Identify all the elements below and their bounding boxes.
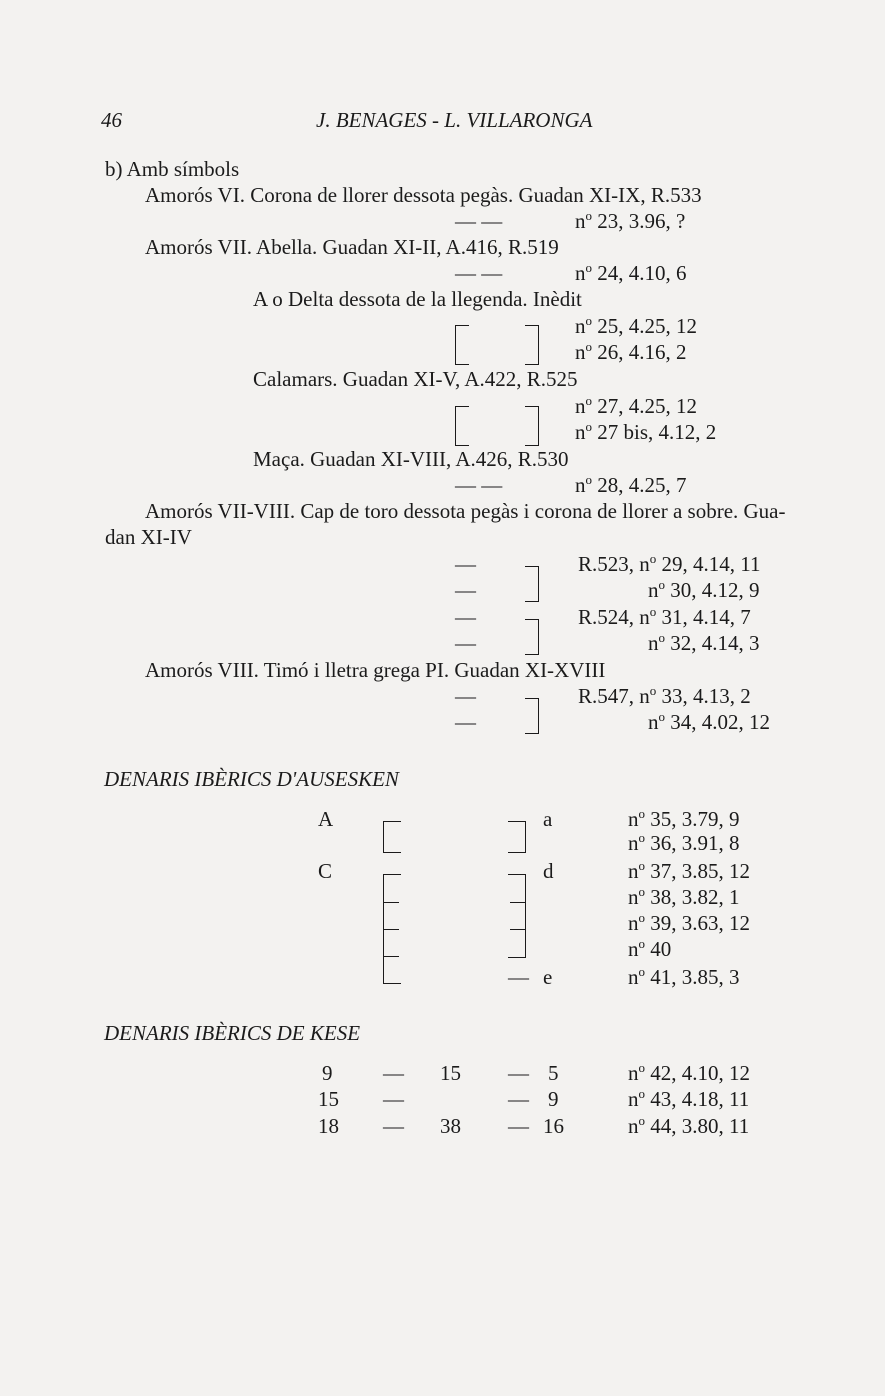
die-number: 15 <box>440 1061 461 1085</box>
dash: — <box>455 631 476 655</box>
type-line: A o Delta dessota de la llegenda. Inèdit <box>253 287 582 311</box>
die-label: C <box>318 859 333 883</box>
dash: — <box>383 1114 404 1138</box>
coin-entry: $n^o$ 43, 4.18, 11 <box>628 1086 750 1111</box>
die-bracket-icon <box>525 345 539 365</box>
type-line-continued: dan XI-IV <box>105 525 192 549</box>
coin-entry: $n^o$ 40 <box>628 936 672 961</box>
die-number: 5 <box>548 1061 559 1085</box>
subsection-title: b) Amb símbols <box>105 157 240 181</box>
die-number: 15 <box>318 1087 339 1111</box>
die-bracket-icon <box>508 874 526 958</box>
die-number: 9 <box>322 1061 333 1085</box>
die-bracket-icon <box>455 426 469 446</box>
dash: — <box>508 1114 529 1138</box>
type-line: Amorós VII-VIII. Cap de toro dessota pegàs i corona de llorer a sobre. Gua- <box>145 499 786 523</box>
coin-entry: $n^o$ 39, 3.63, 12 <box>628 910 750 935</box>
type-line: Amorós VI. Corona de llorer dessota pegàs. Guadan XI-IX, R.533 <box>145 183 702 207</box>
die-bracket-icon <box>525 637 539 655</box>
die-bracket-icon <box>525 325 539 345</box>
die-bracket-icon <box>525 406 539 426</box>
die-number: 16 <box>543 1114 564 1138</box>
coin-entry: $n^o$ 27, 4.25, 12 <box>575 393 697 418</box>
die-bracket-icon <box>525 619 539 637</box>
dash: — <box>508 965 529 989</box>
coin-entry: $n^o$ 34, 4.02, 12 <box>648 709 770 734</box>
die-number: 9 <box>548 1087 559 1111</box>
die-bracket-icon <box>455 345 469 365</box>
die-number: 18 <box>318 1114 339 1138</box>
dash: — <box>383 1061 404 1085</box>
dash: — <box>455 552 476 576</box>
section-heading: DENARIS IBÈRICS D'AUSESKEN <box>104 767 399 791</box>
die-bracket-icon <box>508 821 526 837</box>
dash: — <box>455 605 476 629</box>
dash: — <box>455 710 476 734</box>
die-bracket-icon <box>525 566 539 584</box>
die-number: 38 <box>440 1114 461 1138</box>
dash: — <box>455 684 476 708</box>
coin-entry: R.547, $n^o$ 33, 4.13, 2 <box>578 683 751 708</box>
coin-entry: $n^o$ 44, 3.80, 11 <box>628 1113 750 1138</box>
die-bracket-icon <box>525 698 539 716</box>
coin-entry: R.523, $n^o$ 29, 4.14, 11 <box>578 551 761 576</box>
coin-entry: $n^o$ 25, 4.25, 12 <box>575 313 697 338</box>
die-bracket-icon <box>455 325 469 345</box>
die-bracket-icon <box>383 821 401 837</box>
coin-entry: $n^o$ 35, 3.79, 9 <box>628 806 740 831</box>
coin-entry: $n^o$ 24, 4.10, 6 <box>575 260 687 285</box>
type-line: Amorós VIII. Timó i lletra grega PI. Guadan XI-XVIII <box>145 658 606 682</box>
running-title: J. BENAGES - L. VILLARONGA <box>316 108 593 132</box>
type-line: Maça. Guadan XI-VIII, A.426, R.530 <box>253 447 569 471</box>
coin-entry: $n^o$ 32, 4.14, 3 <box>648 630 760 655</box>
dash-pair: — — <box>455 261 503 285</box>
dash: — <box>455 578 476 602</box>
die-bracket-icon <box>455 406 469 426</box>
dash-pair: — — <box>455 209 503 233</box>
dash: — <box>508 1087 529 1111</box>
die-bracket-icon <box>508 837 526 853</box>
coin-entry: $n^o$ 42, 4.10, 12 <box>628 1060 750 1085</box>
coin-entry: R.524, $n^o$ 31, 4.14, 7 <box>578 604 751 629</box>
coin-entry: $n^o$ 27 bis, 4.12, 2 <box>575 419 717 444</box>
bracket-tick <box>383 929 399 930</box>
coin-entry: $n^o$ 26, 4.16, 2 <box>575 339 687 364</box>
coin-entry: $n^o$ 38, 3.82, 1 <box>628 884 740 909</box>
coin-entry: $n^o$ 37, 3.85, 12 <box>628 858 750 883</box>
bracket-tick <box>510 929 526 930</box>
coin-entry: $n^o$ 30, 4.12, 9 <box>648 577 760 602</box>
bracket-tick <box>383 956 399 957</box>
die-bracket-icon <box>525 426 539 446</box>
page-number: 46 <box>101 108 122 132</box>
die-mark: d <box>543 859 554 883</box>
bracket-tick <box>383 902 399 903</box>
coin-entry: $n^o$ 41, 3.85, 3 <box>628 964 740 989</box>
dash-pair: — — <box>455 473 503 497</box>
type-line: Amorós VII. Abella. Guadan XI-II, A.416, R.519 <box>145 235 559 259</box>
die-label: A <box>318 807 334 831</box>
dash: — <box>383 1087 404 1111</box>
die-bracket-icon <box>383 837 401 853</box>
section-heading: DENARIS IBÈRICS DE KESE <box>104 1021 361 1045</box>
dash: — <box>508 1061 529 1085</box>
die-mark: e <box>543 965 553 989</box>
bracket-tick <box>510 902 526 903</box>
die-bracket-icon <box>525 716 539 734</box>
die-bracket-icon <box>525 584 539 602</box>
type-line: Calamars. Guadan XI-V, A.422, R.525 <box>253 367 578 391</box>
coin-entry: $n^o$ 28, 4.25, 7 <box>575 472 687 497</box>
die-mark: a <box>543 807 553 831</box>
coin-entry: $n^o$ 23, 3.96, ? <box>575 208 686 233</box>
coin-entry: $n^o$ 36, 3.91, 8 <box>628 830 740 855</box>
